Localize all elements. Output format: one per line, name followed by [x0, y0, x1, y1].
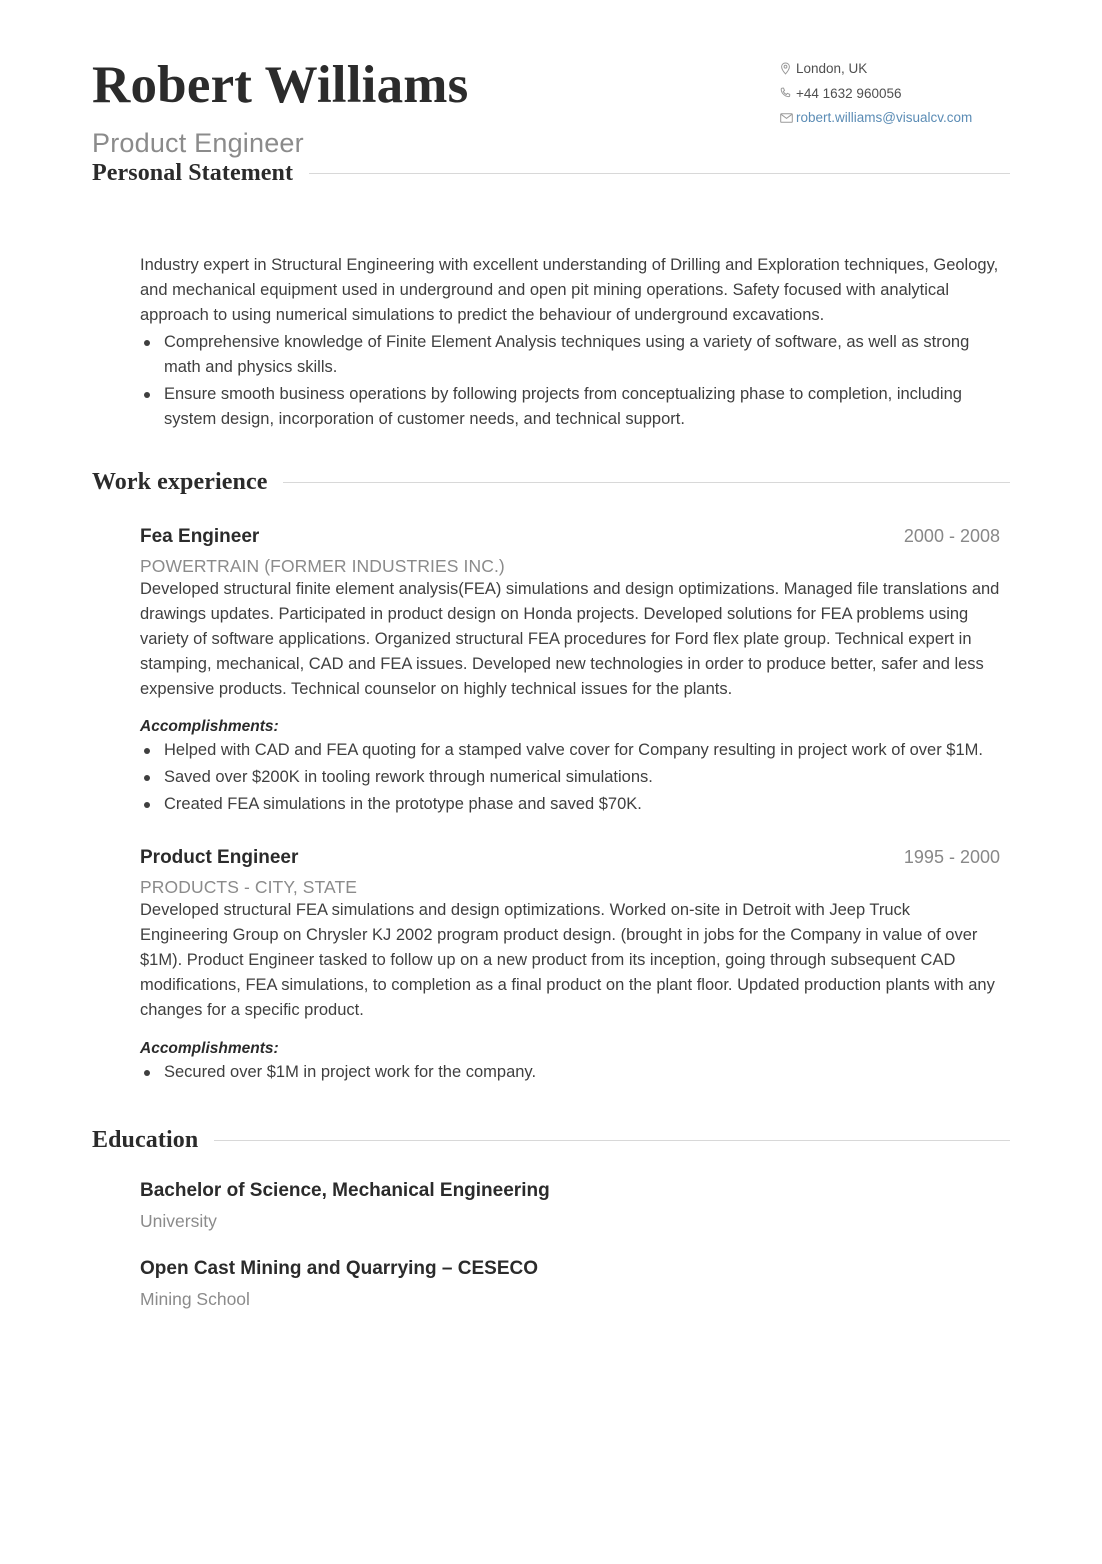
contact-phone-row	[780, 87, 1010, 101]
personal-statement-paragraph: Industry expert in Structural Engineering with excellent understanding of Drilling and Exploration techniques, Geology, and mechanical equipment used in underground and open pit mining operations. Safety focused with analytical approach to using numerical simulations to predict the behaviour of underground excavations.	[140, 256, 999, 325]
personal-statement-bullets	[140, 330, 1000, 432]
job-entry	[140, 526, 1000, 818]
job-company: POWERTRAIN (FORMER INDUSTRIES INC.)	[140, 555, 505, 576]
accomplishments-label: Accomplishments:	[140, 1039, 279, 1057]
contact-phone: +44 1632 960056	[796, 85, 902, 101]
phone-icon	[780, 87, 796, 99]
contact-location: London, UK	[796, 61, 868, 76]
personal-statement-body	[92, 253, 1010, 433]
section-title-education: Education	[92, 1126, 199, 1153]
page-title: Robert Williams	[92, 56, 469, 114]
job-description: Developed structural FEA simulations and design optimizations. Worked on-site in Detroit with Jeep Truck Engineering Group on Chrysler KJ 2002 program product design. (brought in jobs for the Company in value of over $1M). Product Engineer tasked to follow up on a new product from its inception, going through subsequent CAD modifications, FEA simulations, to completion as a final product on the plant floor. Updated production plants with any changes for a specific product.	[140, 901, 995, 1020]
list-item: Secured over $1M in project work for the company.	[140, 1060, 1000, 1085]
accomplishments-list	[140, 738, 1000, 817]
section-title-personal-statement: Personal Statement	[92, 160, 294, 186]
education-heading	[92, 1127, 1010, 1154]
work-experience-body	[92, 526, 1010, 1085]
map-pin-icon	[780, 62, 796, 75]
education-entry	[140, 1258, 1000, 1310]
list-item: Helped with CAD and FEA quoting for a stamped valve cover for Company resulting in project work of over $1M.	[140, 738, 1000, 763]
accomplishments-label: Accomplishments:	[140, 717, 279, 735]
section-divider	[309, 173, 1010, 174]
job-header	[140, 526, 1000, 548]
list-item: Created FEA simulations in the prototype phase and saved $70K.	[140, 792, 1000, 817]
education-body	[92, 1180, 1010, 1310]
education-degree: Bachelor of Science, Mechanical Engineering	[140, 1179, 550, 1201]
job-entry	[140, 847, 1000, 1084]
section-divider	[214, 1140, 1010, 1141]
job-description: Developed structural finite element analysis(FEA) simulations and design optimizations. Managed file translations and drawings updates. Participated in product design on Honda projects. Developed solutions for FEA problems using variety of software applications. Organized structural FEA procedures for Ford flex plate group. Technical expert in stamping, mechanical, CAD and FEA issues. Developed new technologies in order to produce better, safer and less expensive products. Technical counselor on highly technical issues for the plants.	[140, 579, 1000, 698]
section-education	[92, 1127, 1010, 1310]
section-work-experience	[92, 469, 1010, 1085]
list-item: Saved over $200K in tooling rework through numerical simulations.	[140, 765, 1000, 790]
contact-email-row[interactable]	[780, 111, 1010, 125]
job-dates: 2000 - 2008	[903, 525, 1000, 546]
resume-header	[92, 0, 1010, 158]
job-header	[140, 847, 1000, 869]
job-company: PRODUCTS - CITY, STATE	[140, 877, 358, 898]
contact-block	[780, 62, 1010, 136]
section-personal-statement	[92, 160, 1010, 433]
job-dates: 1995 - 2000	[903, 847, 1000, 868]
education-school: Mining School	[140, 1288, 250, 1309]
education-school: University	[140, 1210, 217, 1231]
contact-email[interactable]: robert.williams@visualcv.com	[796, 110, 973, 125]
accomplishments-list	[140, 1060, 1000, 1085]
education-entry	[140, 1180, 1000, 1232]
job-role: Fea Engineer	[140, 525, 260, 547]
section-divider	[283, 482, 1010, 483]
contact-location-row	[780, 62, 1010, 76]
list-item: Comprehensive knowledge of Finite Element Analysis techniques using a variety of software, as well as strong math and physics skills.	[140, 330, 1000, 380]
header-job-title: Product Engineer	[92, 127, 304, 158]
section-title-work-experience: Work experience	[92, 468, 268, 495]
envelope-icon	[780, 113, 796, 123]
personal-statement-heading	[92, 160, 1010, 187]
work-experience-heading	[92, 469, 1010, 496]
job-role: Product Engineer	[140, 847, 299, 869]
list-item: Ensure smooth business operations by following projects from conceptualizing phase to completion, including system design, incorporation of customer needs, and technical support.	[140, 382, 1000, 432]
education-degree: Open Cast Mining and Quarrying – CESECO	[140, 1257, 538, 1279]
